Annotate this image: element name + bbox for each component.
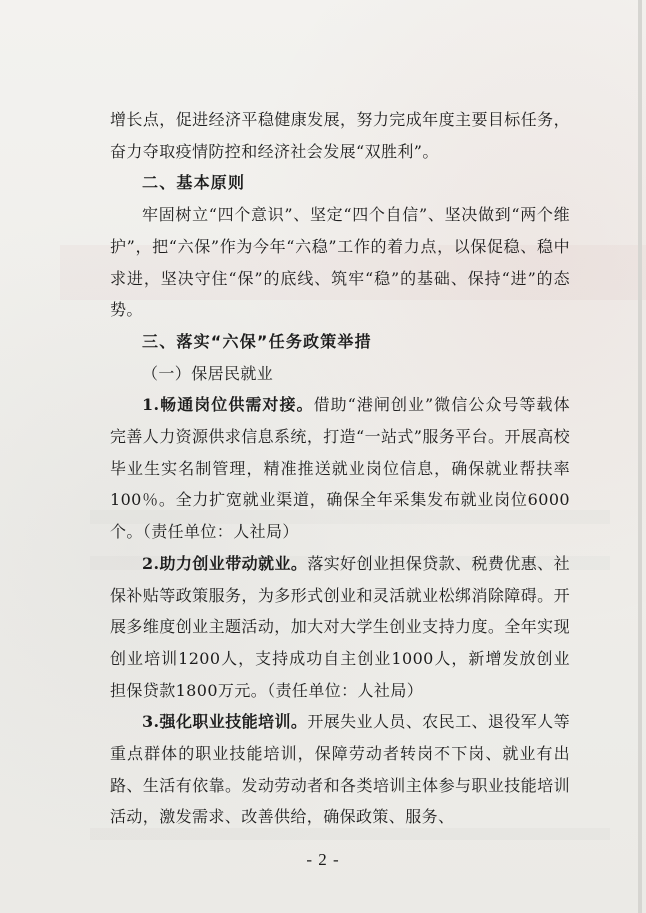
item-text: 落实好创业担保贷款、税费优惠、社保补贴等政策服务，为多形式创业和灵活就业松绑消除障碍。开展多维度创业主题活动，加大对大学生创业支持力度。全年实现创业培训1200人，支持成功自主创业1000人，新增发放创业担保贷款1800万元。（责任单位：人社局） xyxy=(110,553,571,700)
list-item xyxy=(110,706,570,833)
page-number: - 2 - xyxy=(306,850,340,869)
list-item xyxy=(110,389,570,548)
paragraph-continuation: 增长点，促进经济平稳健康发展，努力完成年度主要目标任务，奋力夺取疫情防控和经济社会发展“双胜利”。 xyxy=(110,110,570,161)
item-lead: 1.畅通岗位供需对接。 xyxy=(142,395,314,415)
item-lead: 3.强化职业技能培训。 xyxy=(142,712,308,732)
subsection-heading-employment: （一）保居民就业 xyxy=(142,363,274,383)
section-heading-measures: 三、落实“六保”任务政策举措 xyxy=(142,331,372,351)
item-lead: 2.助力创业带动就业。 xyxy=(142,553,308,573)
list-item xyxy=(110,548,570,707)
section-heading-principles: 二、基本原则 xyxy=(142,173,246,193)
document-body xyxy=(110,104,570,833)
item-text: 开展失业人员、农民工、退役军人等重点群体的职业技能培训，保障劳动者转岗不下岗、就业有出路、生活有依靠。发动劳动者和各类培训主体参与职业技能培训活动，激发需求、改善供给，确保政策、服务、 xyxy=(110,712,571,827)
paragraph-principles: 牢固树立“四个意识”、坚定“四个自信”、坚决做到“两个维护”，把“六保”作为今年“六稳”工作的着力点，以保促稳、稳中求进，坚决守住“保”的底线、筑牢“稳”的基础、保持“进”的态势。 xyxy=(110,205,570,320)
item-text: 借助“港闸创业”微信公众号等载体完善人力资源供求信息系统，打造“一站式”服务平台。开展高校毕业生实名制管理，精准推送就业岗位信息，确保就业帮扶率100％。全力扩宽就业渠道，确保全年采集发布就业岗位6000个。（责任单位：人社局） xyxy=(110,395,570,542)
